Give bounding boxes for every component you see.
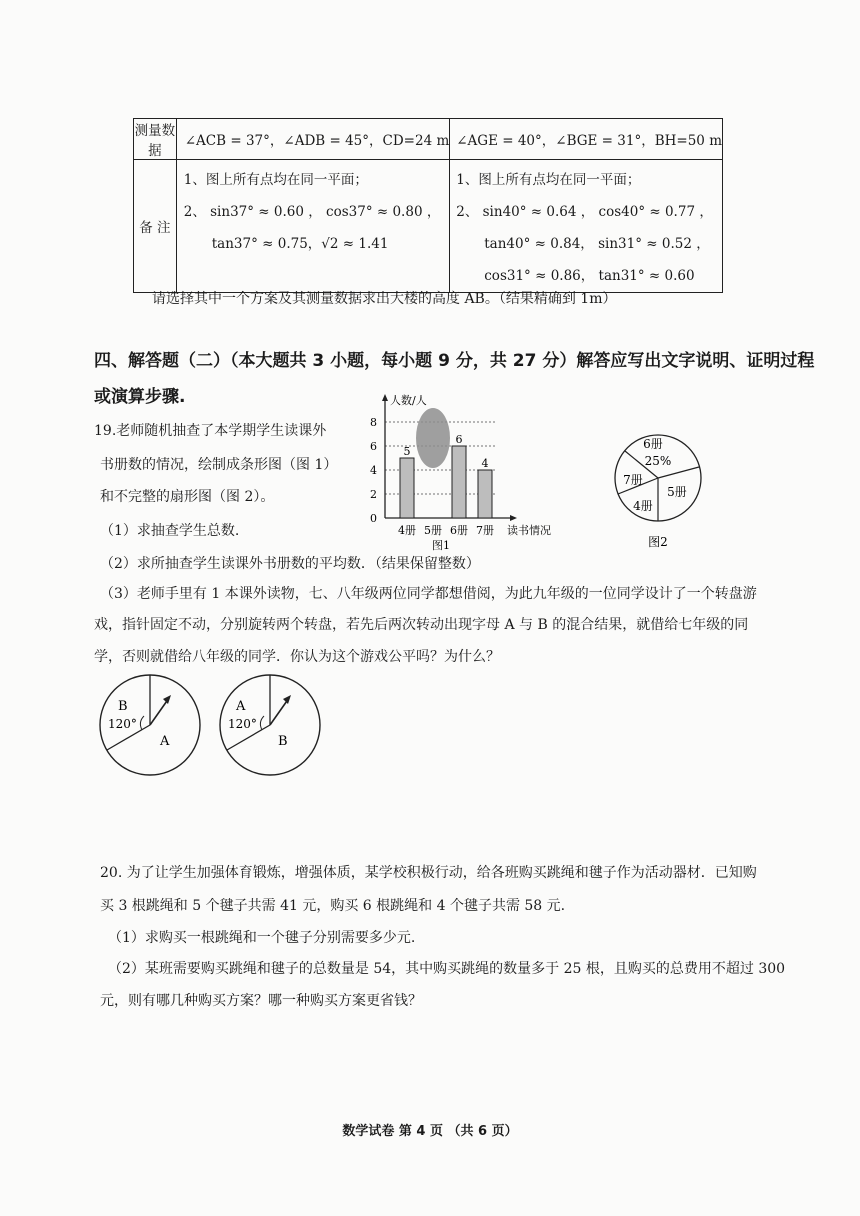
question-19-part-2: （2）求所抽查学生读课外书册数的平均数．（结果保留整数） <box>100 556 480 572</box>
x-tick-label: 4册 <box>398 524 416 537</box>
spinner-sector-label: B <box>118 699 128 714</box>
question-20-part-2: （2）某班需要购买跳绳和毽子的总数量是 54，其中购买跳绳的数量多于 25 根，且购买的总费用不超过 300 <box>108 961 786 977</box>
x-tick-label: 5册 <box>424 524 442 537</box>
pie-chart <box>606 426 718 554</box>
table-cell-plan-a-notes <box>176 160 450 293</box>
question-20-stem: 20. 为了让学生加强体育锻炼，增强体质，某学校积极行动，给各班购买跳绳和毽子作为活动器材．已知购 <box>100 865 757 881</box>
x-axis-arrow-icon <box>510 515 517 521</box>
table-row-label: 测量数据 <box>134 119 177 160</box>
bar <box>478 470 492 518</box>
pie-label: 25% <box>644 454 672 468</box>
y-tick-label: 2 <box>370 488 377 501</box>
x-tick-label: 6册 <box>450 524 468 537</box>
table-cell-plan-b-notes <box>450 160 723 293</box>
table-cell-plan-b-data: ∠AGE = 40°，∠BGE = 31°，BH=50 m <box>450 119 723 160</box>
spinner-1 <box>96 670 206 780</box>
table-row-label: 备 注 <box>134 160 177 293</box>
question-19-intro: 书册数的情况，绘制成条形图（图 1） <box>100 457 338 473</box>
ink-smudge <box>416 408 450 468</box>
bar-data-label: 5 <box>403 445 411 458</box>
note-line: tan37° ≈ 0.75，√2 ≈ 1.41 <box>211 236 389 252</box>
note-line: tan40° ≈ 0.84， sin31° ≈ 0.52 ， <box>484 236 710 252</box>
section-heading: 四、解答题（二）（本大题共 3 小题，每小题 9 分，共 27 分）解答应写出文字说明、证明过程 <box>94 351 815 371</box>
pie-label: 5册 <box>667 485 687 499</box>
question-19-part-3: 学，否则就借给八年级的同学．你认为这个游戏公平吗？为什么？ <box>94 649 500 665</box>
bar <box>452 446 466 518</box>
y-axis-arrow-icon <box>382 394 388 401</box>
pie-divider <box>658 467 699 478</box>
spinner-sector-label: B <box>278 734 288 749</box>
question-19-part-3: （3）老师手里有 1 本课外读物，七、八年级两位同学都想借阅，为此九年级的一位同学设计了一个转盘游 <box>100 586 757 602</box>
spinner-2 <box>216 670 326 780</box>
pie-label: 4册 <box>633 499 653 513</box>
spinner-sector-label: A <box>236 699 246 714</box>
arrow-icon <box>163 695 171 704</box>
bar-chart <box>355 392 570 554</box>
x-tick-label: 7册 <box>476 524 494 537</box>
note-line: 2、 sin40° ≈ 0.64 ， cos40° ≈ 0.77 ， <box>456 204 713 220</box>
bar-data-label: 4 <box>481 457 489 470</box>
angle-arc <box>260 716 264 730</box>
pie-label: 7册 <box>623 473 643 487</box>
note-line: 1、图上所有点均在同一平面； <box>183 172 368 188</box>
question-19-part-3: 戏，指针固定不动，分别旋转两个转盘，若先后两次转动出现字母 A 与 B 的混合结果，就借给七年级的同 <box>94 617 749 633</box>
question-20-part-2: 元，则有哪几种购买方案？哪一种购买方案更省钱？ <box>100 993 422 1009</box>
question-20-part-1: （1）求购买一根跳绳和一个毽子分别需要多少元. <box>108 930 416 946</box>
pie-caption: 图2 <box>648 535 668 549</box>
page-footer: 数学试卷 第 4 页 （共 6 页） <box>342 1124 518 1139</box>
spinner-sector-label: A <box>160 734 170 749</box>
question-19-intro: 19.老师随机抽查了本学期学生读课外 <box>94 423 327 439</box>
spinner-angle-label: 120° <box>228 717 257 731</box>
x-axis-label: 读书情况 <box>507 524 551 537</box>
note-line: cos31° ≈ 0.86， tan31° ≈ 0.60 <box>484 268 695 284</box>
note-line: 2、 sin37° ≈ 0.60 ， cos37° ≈ 0.80 ， <box>183 204 441 220</box>
y-axis-label: 人数/人 <box>390 394 427 407</box>
y-tick-label: 0 <box>370 512 377 525</box>
arrow-icon <box>283 695 291 704</box>
angle-arc <box>140 716 144 730</box>
pie-label: 6册 <box>643 437 663 451</box>
spinner-angle-label: 120° <box>108 717 137 731</box>
question-18-note: 请选择其中一个方案及其测量数据求出大楼的高度 AB。（结果精确到 1m） <box>152 291 617 307</box>
question-19-part-1: （1）求抽查学生总数. <box>100 523 240 539</box>
bar-chart-caption: 图1 <box>432 539 450 552</box>
measurement-table <box>133 118 723 293</box>
y-tick-label: 6 <box>370 440 377 453</box>
note-line: 1、图上所有点均在同一平面； <box>456 172 641 188</box>
table-cell-plan-a-data: ∠ACB = 37°，∠ADB = 45°，CD=24 m <box>176 119 450 160</box>
section-heading-cont: 或演算步骤. <box>94 387 186 407</box>
bar-data-label: 6 <box>455 433 463 446</box>
y-tick-label: 4 <box>370 464 377 477</box>
question-19-intro: 和不完整的扇形图（图 2）。 <box>100 489 275 505</box>
question-20-stem: 买 3 根跳绳和 5 个毽子共需 41 元，购买 6 根跳绳和 4 个毽子共需 58 元. <box>100 898 566 914</box>
y-tick-label: 8 <box>370 416 377 429</box>
bar <box>400 458 414 518</box>
